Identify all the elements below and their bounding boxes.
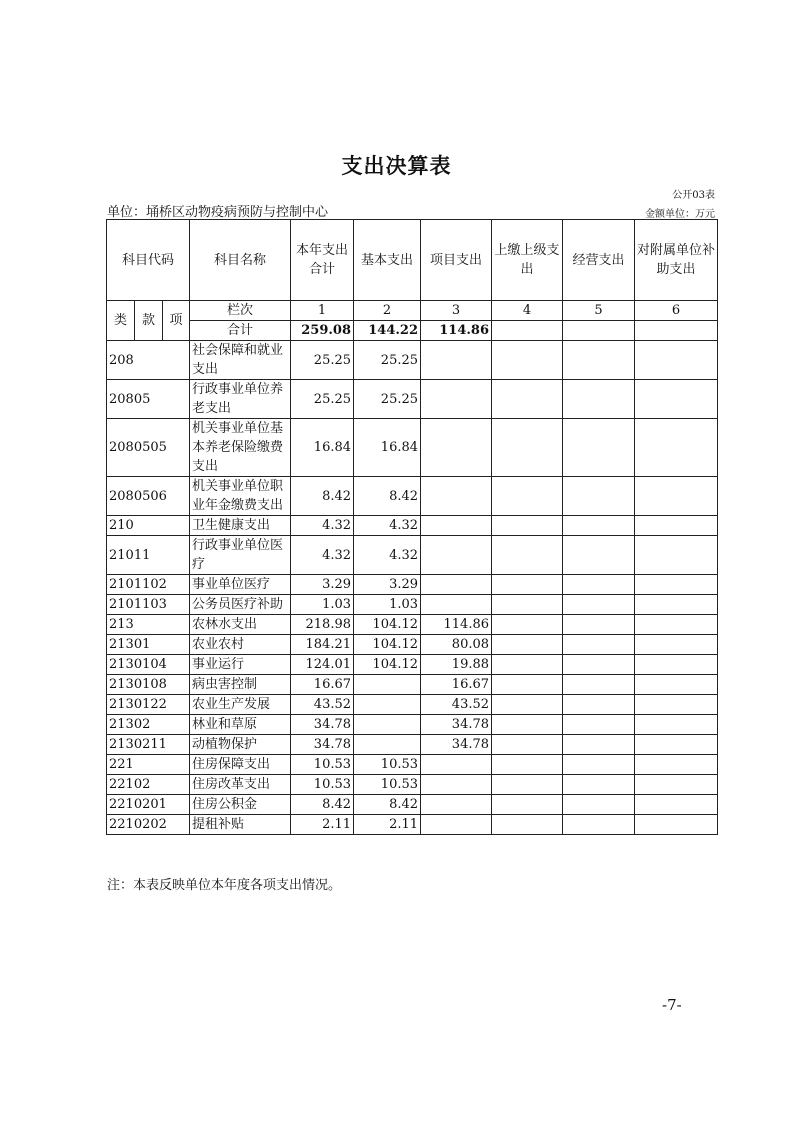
column-number-row	[107, 301, 718, 321]
row-basic: 25.25	[354, 380, 421, 419]
header-project: 项目支出	[421, 220, 492, 301]
row-upper	[492, 477, 563, 516]
row-total: 2.11	[291, 815, 354, 835]
totals-upper	[492, 321, 563, 341]
row-total: 218.98	[291, 615, 354, 635]
row-project	[421, 380, 492, 419]
row-upper	[492, 755, 563, 775]
row-total: 8.42	[291, 795, 354, 815]
row-total: 8.42	[291, 477, 354, 516]
row-business	[563, 755, 635, 775]
row-name: 卫生健康支出	[190, 516, 291, 536]
row-code: 2130211	[107, 735, 190, 755]
header-lei: 类	[107, 301, 135, 341]
row-total: 25.25	[291, 380, 354, 419]
row-code: 2130104	[107, 655, 190, 675]
row-name: 事业单位医疗	[190, 575, 291, 595]
row-upper	[492, 695, 563, 715]
row-total: 16.84	[291, 419, 354, 477]
row-basic: 104.12	[354, 615, 421, 635]
col-number-3: 3	[421, 301, 492, 321]
row-code: 2101103	[107, 595, 190, 615]
row-code: 213	[107, 615, 190, 635]
row-business	[563, 380, 635, 419]
row-total: 3.29	[291, 575, 354, 595]
header-subsidiary: 对附属单位补助支出	[635, 220, 718, 301]
row-subsidiary	[635, 775, 718, 795]
row-project	[421, 595, 492, 615]
col-number-4: 4	[492, 301, 563, 321]
row-basic: 8.42	[354, 477, 421, 516]
row-business	[563, 477, 635, 516]
table-row	[107, 815, 718, 835]
row-business	[563, 516, 635, 536]
row-project: 43.52	[421, 695, 492, 715]
header-row	[107, 220, 718, 301]
row-business	[563, 675, 635, 695]
row-subsidiary	[635, 477, 718, 516]
row-business	[563, 735, 635, 755]
row-basic	[354, 695, 421, 715]
row-code: 221	[107, 755, 190, 775]
header-total: 本年支出合计	[291, 220, 354, 301]
table-row	[107, 615, 718, 635]
row-basic: 25.25	[354, 341, 421, 380]
row-name: 农业农村	[190, 635, 291, 655]
totals-project: 114.86	[421, 321, 492, 341]
table-row	[107, 675, 718, 695]
header-name: 科目名称	[190, 220, 291, 301]
row-name: 公务员医疗补助	[190, 595, 291, 615]
row-basic: 10.53	[354, 755, 421, 775]
row-business	[563, 815, 635, 835]
row-name: 行政事业单位养老支出	[190, 380, 291, 419]
row-business	[563, 655, 635, 675]
row-code: 210	[107, 516, 190, 536]
row-name: 住房改革支出	[190, 775, 291, 795]
row-upper	[492, 735, 563, 755]
row-project	[421, 477, 492, 516]
row-project: 34.78	[421, 715, 492, 735]
row-total: 16.67	[291, 675, 354, 695]
row-name: 住房保障支出	[190, 755, 291, 775]
row-total: 124.01	[291, 655, 354, 675]
row-name: 事业运行	[190, 655, 291, 675]
row-code: 2130108	[107, 675, 190, 695]
row-basic: 104.12	[354, 655, 421, 675]
row-business	[563, 419, 635, 477]
row-business	[563, 595, 635, 615]
totals-total: 259.08	[291, 321, 354, 341]
totals-row	[107, 321, 718, 341]
row-upper	[492, 615, 563, 635]
row-total: 25.25	[291, 341, 354, 380]
row-business	[563, 695, 635, 715]
row-basic: 4.32	[354, 536, 421, 575]
table-row	[107, 341, 718, 380]
col-number-5: 5	[563, 301, 635, 321]
table-row	[107, 516, 718, 536]
totals-basic: 144.22	[354, 321, 421, 341]
row-subsidiary	[635, 655, 718, 675]
row-code: 2210202	[107, 815, 190, 835]
row-business	[563, 575, 635, 595]
row-project	[421, 795, 492, 815]
row-upper	[492, 595, 563, 615]
row-business	[563, 715, 635, 735]
row-name: 机关事业单位基本养老保险缴费支出	[190, 419, 291, 477]
row-upper	[492, 380, 563, 419]
row-name: 提租补贴	[190, 815, 291, 835]
row-basic: 10.53	[354, 775, 421, 795]
row-project	[421, 341, 492, 380]
table-row	[107, 795, 718, 815]
table-row	[107, 380, 718, 419]
row-subsidiary	[635, 735, 718, 755]
row-subsidiary	[635, 341, 718, 380]
row-upper	[492, 341, 563, 380]
row-subsidiary	[635, 695, 718, 715]
row-total: 184.21	[291, 635, 354, 655]
row-project: 19.88	[421, 655, 492, 675]
row-project: 16.67	[421, 675, 492, 695]
row-business	[563, 341, 635, 380]
table-row	[107, 775, 718, 795]
row-business	[563, 536, 635, 575]
header-upper: 上缴上级支出	[492, 220, 563, 301]
table-row	[107, 575, 718, 595]
row-subsidiary	[635, 815, 718, 835]
row-code: 21301	[107, 635, 190, 655]
row-name: 机关事业单位职业年金缴费支出	[190, 477, 291, 516]
row-subsidiary	[635, 755, 718, 775]
row-basic: 4.32	[354, 516, 421, 536]
row-upper	[492, 575, 563, 595]
row-project	[421, 536, 492, 575]
row-business	[563, 615, 635, 635]
row-project	[421, 775, 492, 795]
row-basic: 8.42	[354, 795, 421, 815]
row-total: 10.53	[291, 755, 354, 775]
row-name: 病虫害控制	[190, 675, 291, 695]
row-code: 22102	[107, 775, 190, 795]
header-basic: 基本支出	[354, 220, 421, 301]
row-upper	[492, 795, 563, 815]
row-upper	[492, 775, 563, 795]
row-code: 208	[107, 341, 190, 380]
row-code: 2080506	[107, 477, 190, 516]
row-project	[421, 419, 492, 477]
table-row	[107, 755, 718, 775]
expenditure-table-body	[107, 220, 718, 835]
row-subsidiary	[635, 675, 718, 695]
row-basic	[354, 715, 421, 735]
row-code: 2130122	[107, 695, 190, 715]
row-business	[563, 795, 635, 815]
row-total: 10.53	[291, 775, 354, 795]
row-project	[421, 755, 492, 775]
row-upper	[492, 516, 563, 536]
row-upper	[492, 536, 563, 575]
row-code: 2080505	[107, 419, 190, 477]
row-basic: 104.12	[354, 635, 421, 655]
row-total: 43.52	[291, 695, 354, 715]
row-upper	[492, 675, 563, 695]
header-lanci: 栏次	[190, 301, 291, 321]
row-subsidiary	[635, 635, 718, 655]
row-name: 住房公积金	[190, 795, 291, 815]
row-upper	[492, 419, 563, 477]
table-row	[107, 695, 718, 715]
row-code: 2210201	[107, 795, 190, 815]
row-total: 4.32	[291, 516, 354, 536]
row-total: 1.03	[291, 595, 354, 615]
row-subsidiary	[635, 536, 718, 575]
row-upper	[492, 815, 563, 835]
table-row	[107, 419, 718, 477]
col-number-2: 2	[354, 301, 421, 321]
header-xiang: 项	[163, 301, 190, 341]
totals-subsidiary	[635, 321, 718, 341]
row-subsidiary	[635, 575, 718, 595]
row-name: 社会保障和就业支出	[190, 341, 291, 380]
page-title: 支出决算表	[341, 154, 452, 178]
row-project	[421, 815, 492, 835]
row-project: 114.86	[421, 615, 492, 635]
row-code: 21302	[107, 715, 190, 735]
row-upper	[492, 655, 563, 675]
row-business	[563, 775, 635, 795]
header-code: 科目代码	[107, 220, 190, 301]
money-unit-label: 金额单位：万元	[645, 209, 715, 220]
row-subsidiary	[635, 419, 718, 477]
row-name: 林业和草原	[190, 715, 291, 735]
row-basic: 1.03	[354, 595, 421, 615]
table-row	[107, 715, 718, 735]
row-name: 农业生产发展	[190, 695, 291, 715]
expenditure-table	[106, 219, 718, 835]
row-total: 34.78	[291, 715, 354, 735]
row-name: 农林水支出	[190, 615, 291, 635]
header-business: 经营支出	[563, 220, 635, 301]
row-basic	[354, 675, 421, 695]
table-row	[107, 655, 718, 675]
row-business	[563, 635, 635, 655]
col-number-6: 6	[635, 301, 718, 321]
row-subsidiary	[635, 615, 718, 635]
row-basic: 2.11	[354, 815, 421, 835]
table-note: 注：本表反映单位本年度各项支出情况。	[107, 878, 342, 893]
row-code: 2101102	[107, 575, 190, 595]
header-kuan: 款	[135, 301, 163, 341]
row-project: 34.78	[421, 735, 492, 755]
col-number-1: 1	[291, 301, 354, 321]
row-basic	[354, 735, 421, 755]
table-row	[107, 735, 718, 755]
row-total: 4.32	[291, 536, 354, 575]
row-total: 34.78	[291, 735, 354, 755]
row-project	[421, 575, 492, 595]
row-subsidiary	[635, 795, 718, 815]
form-number: 公开03表	[672, 190, 715, 201]
table-row	[107, 477, 718, 516]
row-name: 动植物保护	[190, 735, 291, 755]
row-upper	[492, 715, 563, 735]
row-subsidiary	[635, 516, 718, 536]
row-project: 80.08	[421, 635, 492, 655]
row-name: 行政事业单位医疗	[190, 536, 291, 575]
unit-label: 单位：埇桥区动物疫病预防与控制中心	[107, 205, 329, 220]
row-code: 20805	[107, 380, 190, 419]
row-project	[421, 516, 492, 536]
table-row	[107, 595, 718, 615]
row-subsidiary	[635, 595, 718, 615]
table-row	[107, 635, 718, 655]
row-code: 21011	[107, 536, 190, 575]
page-number: -7-	[662, 996, 682, 1014]
row-upper	[492, 635, 563, 655]
table-row	[107, 536, 718, 575]
totals-label: 合计	[190, 321, 291, 341]
row-basic: 3.29	[354, 575, 421, 595]
row-subsidiary	[635, 715, 718, 735]
row-basic: 16.84	[354, 419, 421, 477]
totals-business	[563, 321, 635, 341]
row-subsidiary	[635, 380, 718, 419]
